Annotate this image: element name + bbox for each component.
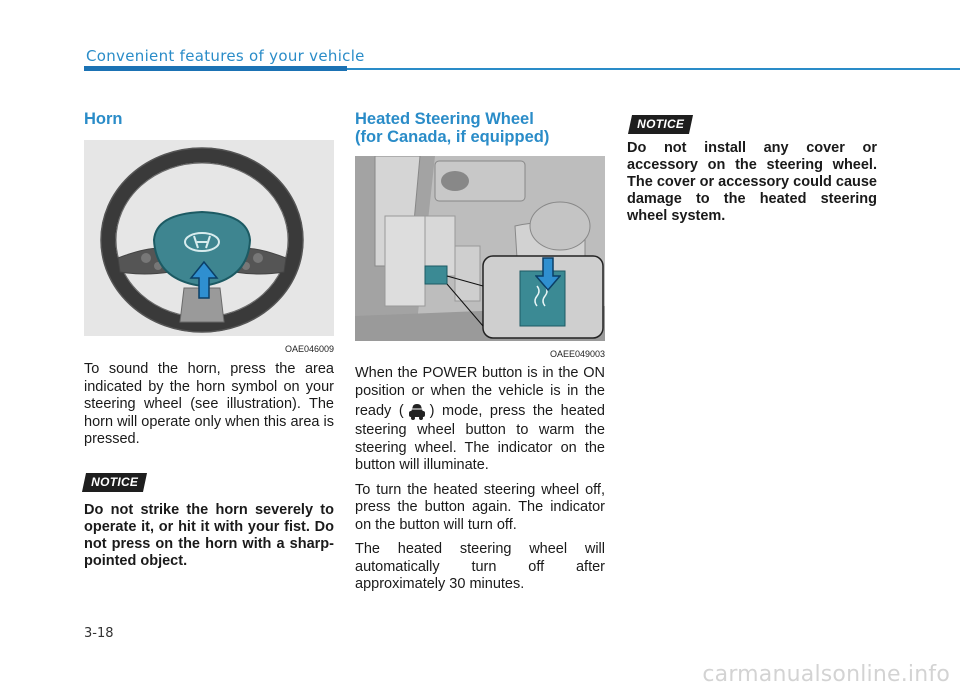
horn-notice-text: Do not strike the horn severely to operate it, or hit it with your fist. Do not press on the horn with a sharp-pointed object. bbox=[84, 501, 334, 569]
figure-code: OAE046009 bbox=[284, 344, 334, 354]
heated-wheel-para1: When the POWER button is in the ON position or when the vehicle is in the ready ( ) mode, press the heated steering wheel button to warm the steering wheel. The indicator on the button will illuminate. bbox=[355, 365, 605, 473]
section-title: Convenient features of your vehicle bbox=[86, 47, 365, 65]
figure-code: OAEE049003 bbox=[549, 349, 605, 359]
down-arrow-icon bbox=[535, 256, 561, 292]
horn-notice bbox=[84, 473, 334, 492]
console-illustration bbox=[355, 156, 605, 341]
horn-body: To sound the horn, press the area indicated by the horn symbol on your steering wheel (see illustration). The horn will operate only when this area is pressed. bbox=[84, 361, 334, 447]
heated-wheel-para3: The heated steering wheel will automatically turn off after approximately 30 minutes. bbox=[355, 541, 605, 592]
horn-section bbox=[84, 110, 334, 570]
notice-col3-text: Do not install any cover or accessory on the steering wheel. The cover or accessory could cause damage to the heated steering wheel system. bbox=[627, 140, 877, 224]
notice-col3 bbox=[630, 115, 877, 134]
car-ready-icon bbox=[406, 400, 428, 422]
notice-badge: NOTICE bbox=[628, 115, 693, 134]
steering-wheel-illustration bbox=[84, 140, 334, 336]
up-arrow-icon bbox=[189, 260, 219, 300]
page-number: 3-18 bbox=[84, 626, 114, 641]
header-bar bbox=[84, 66, 347, 71]
heated-wheel-para2: To turn the heated steering wheel off, press the button again. The indicator on the button will turn off. bbox=[355, 481, 605, 533]
heated-wheel-section bbox=[355, 110, 605, 594]
heated-wheel-figure bbox=[355, 156, 605, 359]
watermark: carmanualsonline.info bbox=[702, 662, 950, 687]
notice-section bbox=[627, 115, 877, 225]
horn-heading: Horn bbox=[84, 110, 123, 128]
horn-figure bbox=[84, 140, 334, 354]
heated-wheel-heading: Heated Steering Wheel (for Canada, if equipped) bbox=[355, 110, 550, 146]
header-rule bbox=[347, 68, 960, 70]
notice-badge: NOTICE bbox=[82, 473, 147, 492]
